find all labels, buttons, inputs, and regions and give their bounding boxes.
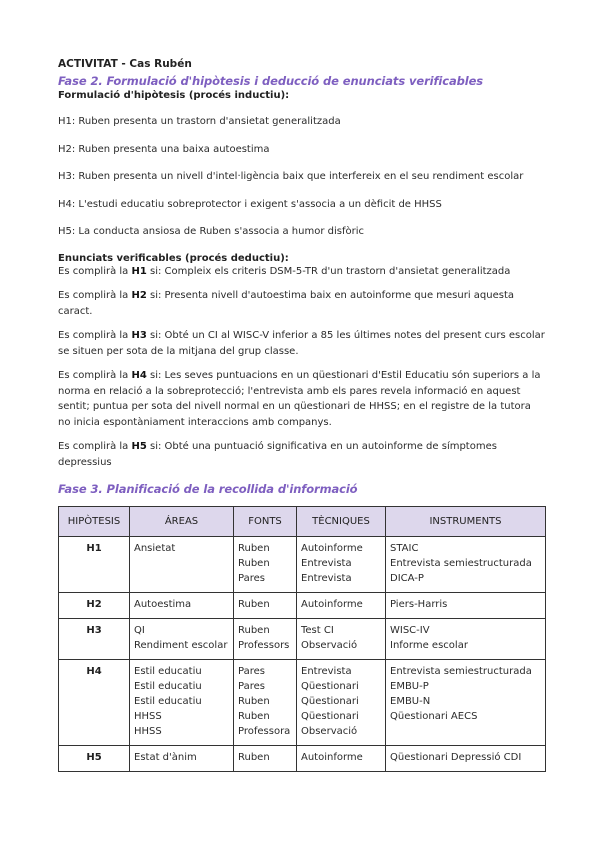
- cell-line: Ruben: [238, 599, 270, 610]
- cell-line: QI: [134, 625, 145, 636]
- statement-prefix: Es complirà la: [58, 441, 132, 452]
- cell-line: Estil educatiu: [134, 666, 202, 677]
- cell-line: Ruben: [238, 543, 270, 554]
- table-row: [59, 537, 546, 593]
- cell-tecniques: [297, 593, 386, 619]
- cell-hipotesis: H1: [59, 537, 130, 593]
- statement-item: [58, 328, 545, 359]
- activity-title: ACTIVITAT - Cas Rubén: [58, 58, 192, 70]
- table-row: [59, 619, 546, 660]
- statement-code: H1: [131, 265, 147, 277]
- cell-line: Professors: [238, 640, 290, 651]
- cell-line: Qüestionari Depressió CDI: [390, 752, 522, 763]
- cell-line: Professora: [238, 726, 291, 737]
- cell-tecniques: [297, 619, 386, 660]
- header-instruments: INSTRUMENTS: [386, 507, 546, 537]
- cell-hipotesis: H5: [59, 746, 130, 772]
- hypothesis-item: H5: La conducta ansiosa de Ruben s'associa a humor disfòric: [58, 226, 364, 237]
- cell-line: Observació: [301, 726, 358, 737]
- statement-text: si: Les seves puntuacions en un qüestionari d'Estil Educatiu són superiors a la norma en relació a la sobreprotecció; l'entrevista amb els pares revela informació en aquest sentit; puntua per sota del nivell normal en un qüestionari de HHSS; en el registre de la tutora no inicia espontàniament interaccions amb companys.: [58, 370, 541, 428]
- cell-line: Autoestima: [134, 599, 192, 610]
- statement-text: si: Obté una puntuació significativa en un autoinforme de símptomes depressius: [58, 441, 497, 468]
- cell-line: Entrevista: [301, 573, 352, 584]
- statement-text: si: Presenta nivell d'autoestima baix en autoinforme que mesuri aquesta caract.: [58, 290, 515, 317]
- statement-prefix: Es complirà la: [58, 370, 132, 381]
- statement-prefix: Es complirà la: [58, 265, 132, 277]
- cell-line: Autoinforme: [301, 752, 363, 763]
- cell-line: Entrevista: [301, 558, 352, 569]
- statement-text: si: Obté un CI al WISC-V inferior a 85 les últimes notes del present curs escolar se situen per sota de la mitjana del grup classe.: [58, 330, 545, 357]
- cell-line: WISC-IV: [390, 625, 430, 636]
- cell-line: Entrevista semiestructurada: [390, 666, 532, 677]
- cell-line: Pares: [238, 666, 265, 677]
- cell-instruments: [386, 746, 546, 772]
- hypotheses-list: [58, 115, 545, 239]
- cell-line: Ruben: [238, 558, 270, 569]
- cell-line: Observació: [301, 640, 358, 651]
- cell-line: Qüestionari: [301, 681, 359, 692]
- cell-line: Rendiment escolar: [134, 640, 228, 651]
- cell-tecniques: [297, 537, 386, 593]
- cell-fonts: [234, 619, 297, 660]
- cell-areas: [130, 593, 234, 619]
- statement-text: si: Compleix els criteris DSM-5-TR d'un trastorn d'ansietat generalitzada: [146, 265, 511, 277]
- cell-line: EMBU-P: [390, 681, 429, 692]
- cell-line: Ruben: [238, 625, 270, 636]
- table-header-row: [59, 507, 546, 537]
- statement-item: [58, 288, 545, 319]
- cell-fonts: [234, 660, 297, 746]
- cell-line: STAIC: [390, 543, 419, 554]
- header-tecniques: TÈCNIQUES: [297, 507, 386, 537]
- cell-areas: [130, 660, 234, 746]
- header-hipotesis: HIPÒTESIS: [59, 507, 130, 537]
- cell-areas: [130, 537, 234, 593]
- cell-line: Ruben: [238, 752, 270, 763]
- statement-item: [58, 439, 545, 470]
- statement-code: H4: [131, 370, 147, 381]
- hypothesis-item: H1: Ruben presenta un trastorn d'ansietat generalitzada: [58, 116, 341, 127]
- cell-line: DICA-P: [390, 573, 424, 584]
- cell-line: Entrevista: [301, 666, 352, 677]
- hypothesis-item: H2: Ruben presenta una baixa autoestima: [58, 143, 270, 155]
- cell-fonts: [234, 593, 297, 619]
- cell-tecniques: [297, 746, 386, 772]
- statements-list: [58, 264, 545, 471]
- statement-prefix: Es complirà la: [58, 330, 132, 341]
- cell-line: Autoinforme: [301, 599, 363, 610]
- hypotheses-heading: Formulació d'hipòtesis (procés inductiu):: [58, 90, 290, 101]
- cell-tecniques: [297, 660, 386, 746]
- document-page: [58, 58, 545, 772]
- cell-line: Informe escolar: [390, 640, 468, 651]
- statement-prefix: Es complirà la: [58, 290, 132, 301]
- cell-line: Estil educatiu: [134, 696, 202, 707]
- cell-line: Test CI: [301, 625, 334, 636]
- cell-line: Qüestionari: [301, 696, 359, 707]
- cell-hipotesis: H4: [59, 660, 130, 746]
- cell-hipotesis: H3: [59, 619, 130, 660]
- cell-line: Ruben: [238, 711, 270, 722]
- statements-heading: Enunciats verificables (procés deductiu):: [58, 252, 289, 264]
- cell-line: Pares: [238, 681, 265, 692]
- header-areas: ÁREAS: [130, 507, 234, 537]
- table-row: [59, 746, 546, 772]
- cell-line: Piers-Harris: [390, 599, 448, 610]
- phase3-title: Fase 3. Planificació de la recollida d'informació: [58, 482, 358, 496]
- header-fonts: FONTS: [234, 507, 297, 537]
- statement-code: H5: [131, 441, 147, 452]
- cell-line: Entrevista semiestructurada: [390, 558, 532, 569]
- cell-line: Qüestionari AECS: [390, 711, 478, 722]
- table-row: [59, 593, 546, 619]
- phase2-title: Fase 2. Formulació d'hipòtesis i deducció de enunciats verificables: [58, 74, 484, 88]
- cell-line: Estil educatiu: [134, 681, 202, 692]
- cell-line: Pares: [238, 573, 265, 584]
- cell-line: HHSS: [134, 726, 162, 737]
- cell-line: EMBU-N: [390, 696, 431, 707]
- cell-line: HHSS: [134, 711, 162, 722]
- cell-instruments: [386, 619, 546, 660]
- cell-line: Ruben: [238, 696, 270, 707]
- cell-instruments: [386, 593, 546, 619]
- statement-item: [58, 368, 545, 430]
- table-row: [59, 660, 546, 746]
- statement-code: H2: [131, 290, 147, 301]
- cell-line: Qüestionari: [301, 711, 359, 722]
- cell-line: Autoinforme: [301, 543, 363, 554]
- cell-areas: [130, 746, 234, 772]
- cell-areas: [130, 619, 234, 660]
- cell-instruments: [386, 660, 546, 746]
- hypothesis-item: H4: L'estudi educatiu sobreprotector i exigent s'associa a un dèficit de HHSS: [58, 198, 442, 210]
- cell-fonts: [234, 537, 297, 593]
- statement-code: H3: [131, 330, 147, 341]
- statement-item: [58, 264, 545, 280]
- cell-hipotesis: H2: [59, 593, 130, 619]
- cell-line: Ansietat: [134, 543, 176, 554]
- cell-instruments: [386, 537, 546, 593]
- planning-table: [58, 506, 546, 772]
- hypothesis-item: H3: Ruben presenta un nivell d'intel·ligència baix que interfereix en el seu rendiment escolar: [58, 171, 524, 182]
- cell-fonts: [234, 746, 297, 772]
- cell-line: Estat d'ànim: [134, 752, 197, 763]
